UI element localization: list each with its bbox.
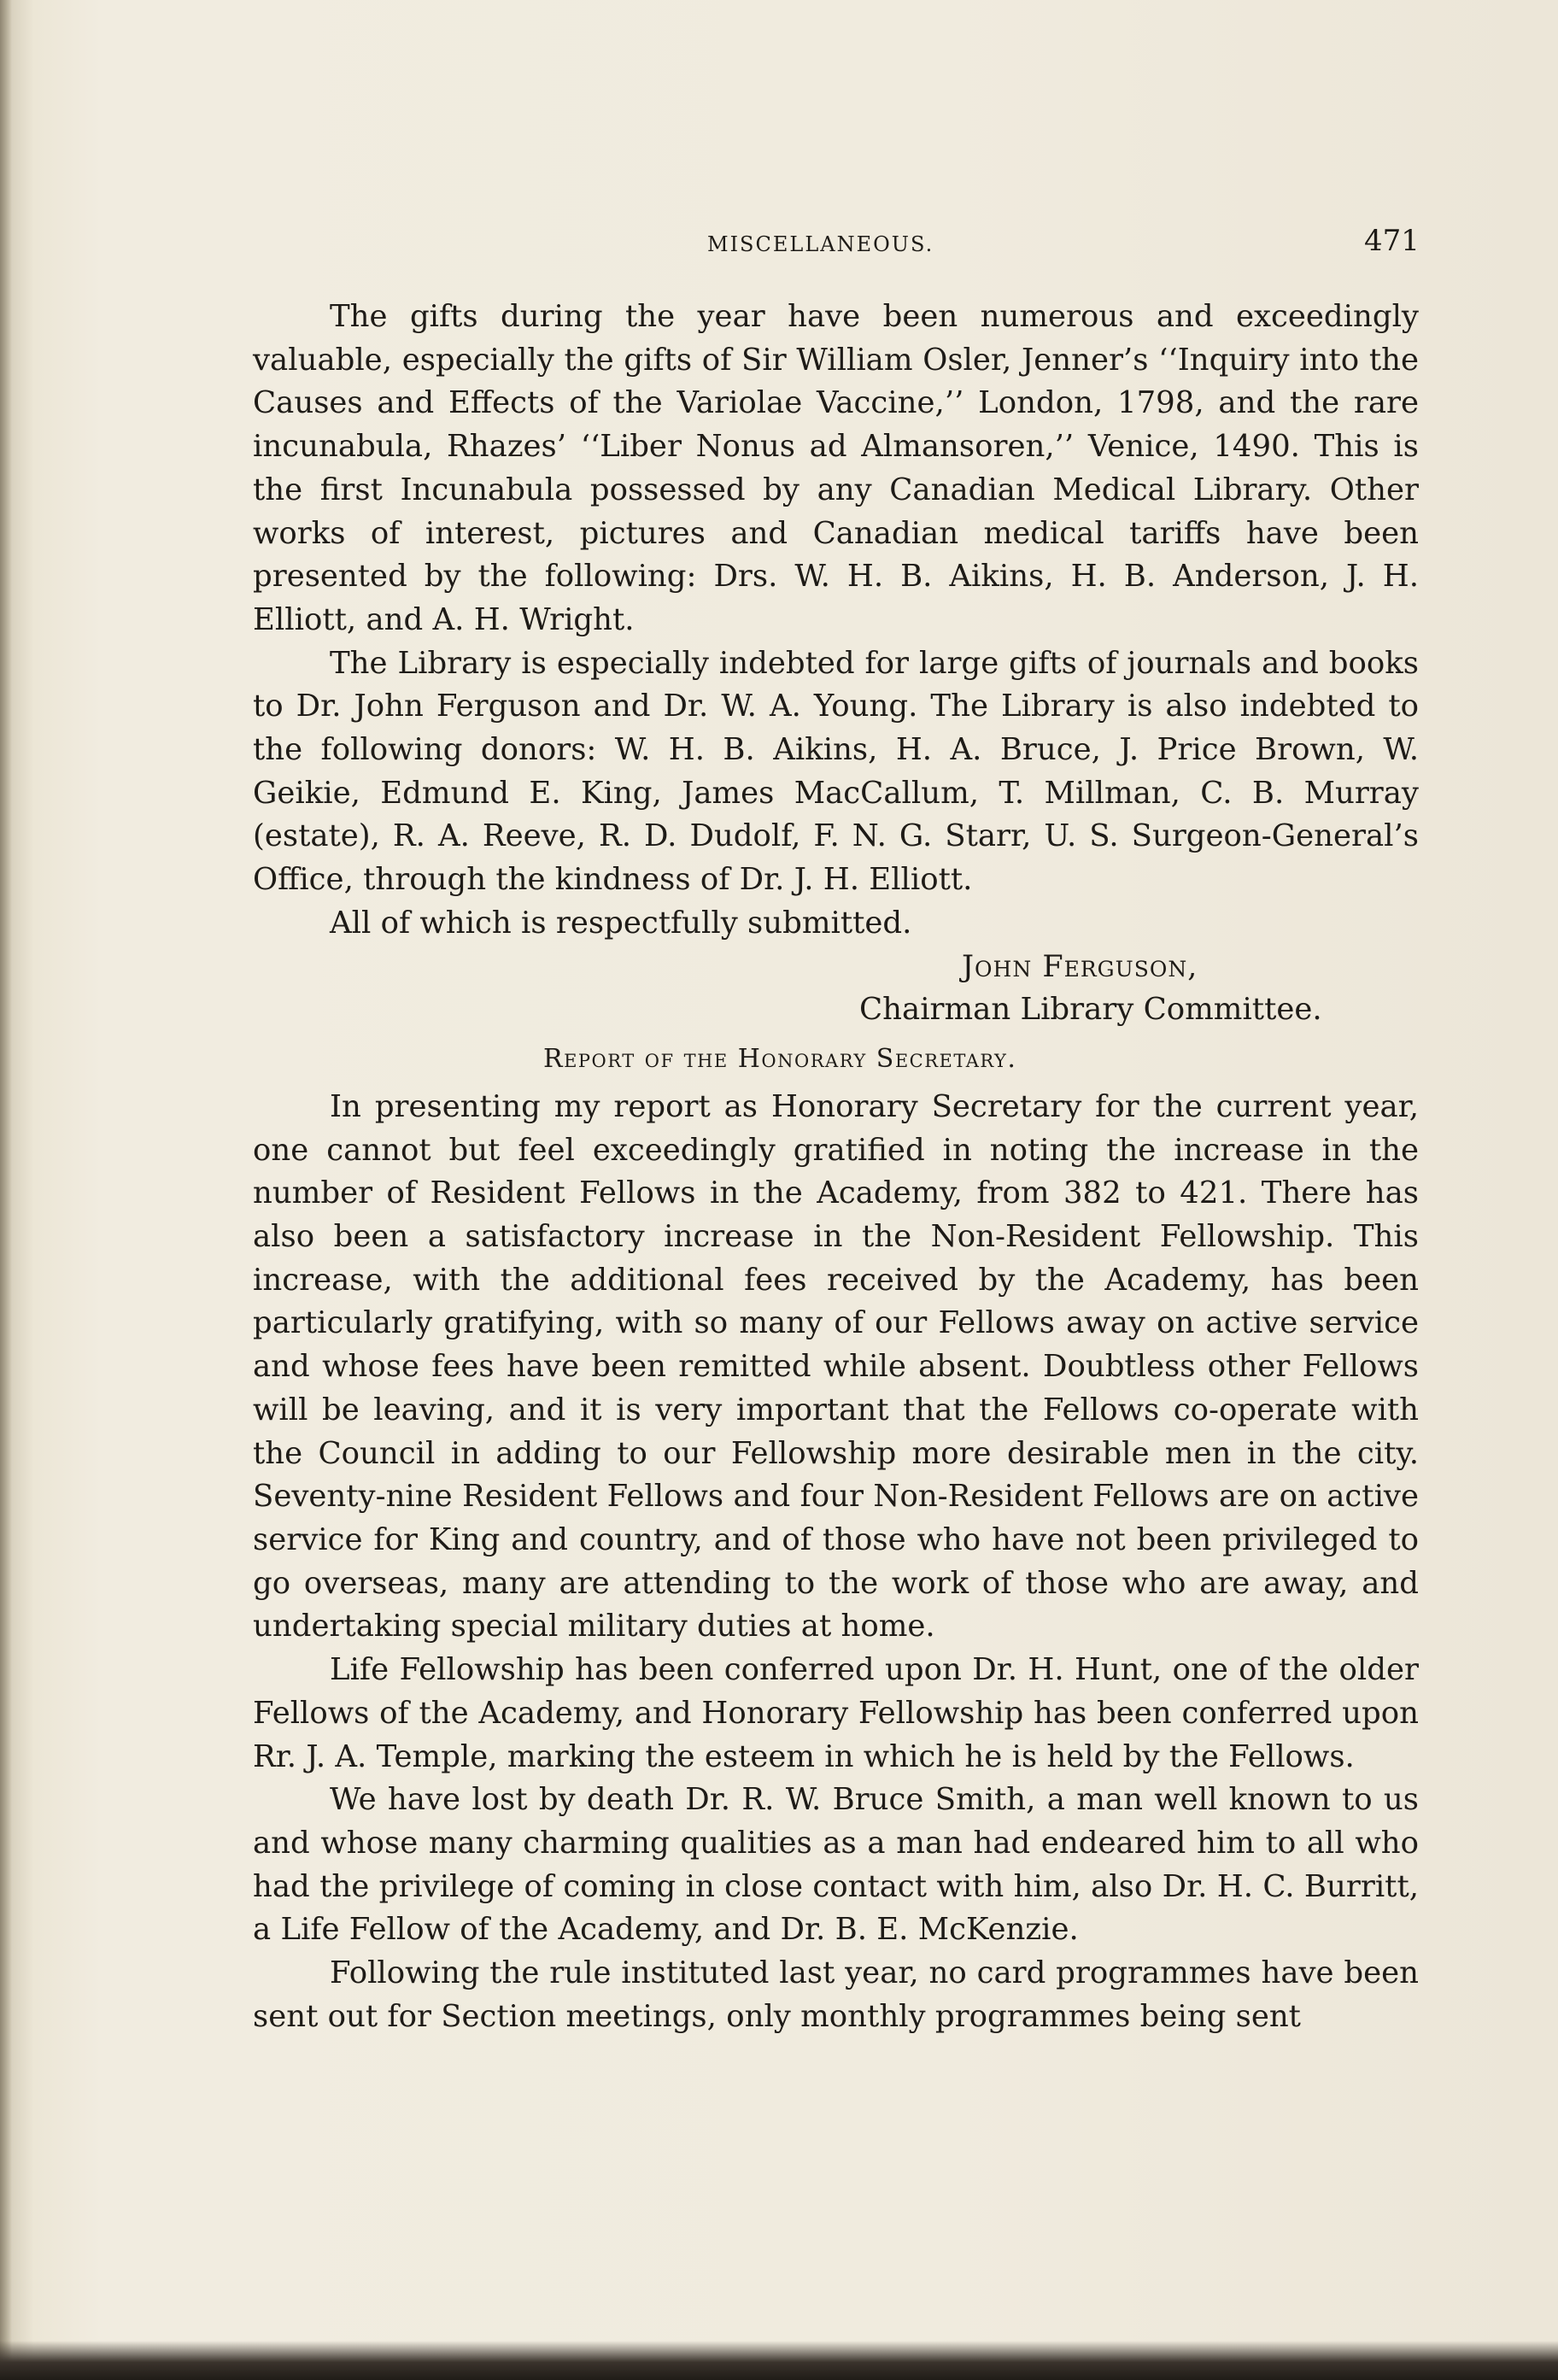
paragraph-submitted: All of which is respectfully submitted. [330,905,912,941]
paragraph-programmes: Following the rule instituted last year, no card programmes have been sent out for Section meetings, only monthly programmes being sent [253,1955,1419,2034]
paragraph-presenting-report: In presenting my report as Honorary Secretary for the current year, one cannot but feel exceedingly gratified in noting the increase in the number of Resident Fellows in the Academy, from 382 to 421. There has also been a satisfactory increase in the Non-Resident Fellowship. This increase, with the additional fees received by the Academy, has been particularly gratifying, with so many of our Fellows away on active service and whose fees have been remitted while absent. Doubtless other Fellows will be leaving, and it is very important that the Fellows co-operate with the Council in adding to our Fellowship more desirable men in the city. Seventy-nine Resident Fellows and four Non-Resident Fellows are on active service for King and country, and of those who have not been privileged to go overseas, many are attending to the work of those who are away, and undertaking special military duties at home. [253,1088,1419,1644]
bottom-edge-shadow [0,2341,1558,2380]
paragraph-deaths: We have lost by death Dr. R. W. Bruce Smith, a man well known to us and whose many charming qualities as a man had endeared him to all who had the privilege of coming in close contact with him, also Dr. H. C. Burritt, a Life Fellow of the Academy, and Dr. B. E. McKenzie. [253,1782,1419,1948]
body-text [253,296,1419,2038]
paragraph-library-indebted: The Library is especially indebted for large gifts of journals and books to Dr. John Ferguson and Dr. W. A. Young. The Library is also indebted to the following donors: W. H. B. Aikins, H. A. Bruce, J. Price Brown, W. Geikie, Edmund E. King, James MacCallum, T. Millman, C. B. Murray (estate), R. A. Reeve, R. D. Dudolf, F. N. G. Starr, U. S. Surgeon-General’s Office, through the kindness of Dr. J. H. Elliott. [253,645,1419,898]
paragraph-life-fellowship: Life Fellowship has been conferred upon Dr. H. Hunt, one of the older Fellows of the Academy, and Honorary Fellowship has been conferred upon Rr. J. A. Temple, marking the esteem in which he is held by the Fellows. [253,1652,1419,1774]
binding-edge [0,0,12,2380]
running-head-title: MISCELLANEOUS. [707,232,934,256]
page-number: 471 [1364,224,1420,258]
paragraph-gifts: The gifts during the year have been numerous and exceedingly valuable, especially the gifts of Sir William Osler, Jenner’s ‘‘Inquiry into the Causes and Effects of the Variolae Vaccine,’’ London, 1798, and the rare incunabula, Rhazes’ ‘‘Liber Nonus ad Almansoren,’’ Venice, 1490. This is the first Incunabula possessed by any Canadian Medical Library. Other works of interest, pictures and Canadian medical tariffs have been presented by the following: Drs. W. H. B. Aikins, H. B. Anderson, J. H. Elliott, and A. H. Wright. [253,299,1419,637]
section-heading: Report of the Honorary Secretary. [543,1043,1017,1074]
signature-title: Chairman Library Committee. [859,992,1322,1028]
signature-name: John Ferguson, [962,949,1198,984]
signature-block [253,946,1419,1032]
running-head [0,224,1558,267]
